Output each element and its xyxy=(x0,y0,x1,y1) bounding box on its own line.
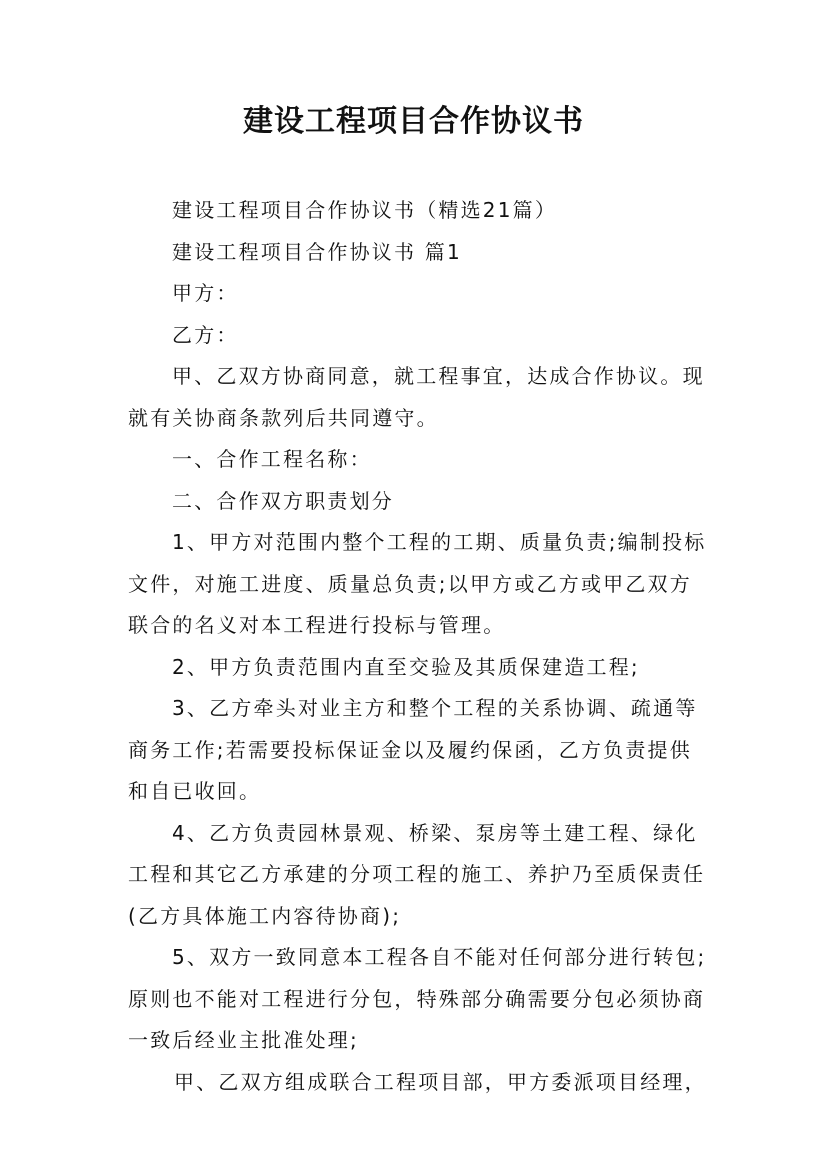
paragraph-section-heading: 建设工程项目合作协议书 篇1 xyxy=(172,239,462,264)
document-title: 建设工程项目合作协议书 xyxy=(243,104,584,139)
paragraph-item-5: 5、双方一致同意本工程各自不能对任何部分进行转包;原则也不能对工程进行分包，特殊部分确需要分包必须协商一致后经业主批准处理; xyxy=(128,945,707,1052)
paragraph-clause-1-heading: 一、合作工程名称： xyxy=(172,447,372,471)
paragraph-item-1: 1、甲方对范围内整个工程的工期、质量负责;编制投标文件，对施工进度、质量总负责;以甲方或乙方或甲乙双方联合的名义对本工程进行投标与管理。 xyxy=(128,530,707,637)
paragraph-subtitle: 建设工程项目合作协议书（精选21篇） xyxy=(172,198,558,222)
document-body xyxy=(128,190,714,1103)
paragraph-clause-2-heading: 二、合作双方职责划分 xyxy=(172,488,394,513)
paragraph-item-4: 4、乙方负责园林景观、桥梁、泵房等土建工程、绿化工程和其它乙方承建的分项工程的施工、养护乃至质保责任(乙方具体施工内容待协商); xyxy=(128,820,706,928)
paragraph-item-3: 3、乙方牵头对业主方和整个工程的关系协调、疏通等商务工作;若需要投标保证金以及履约保函，乙方负责提供和自已收回。 xyxy=(128,696,698,803)
paragraph-preamble: 甲、乙双方协商同意，就工程事宜，达成合作协议。现就有关协商条款列后共同遵守。 xyxy=(128,364,705,430)
paragraph-party-a: 甲方： xyxy=(172,281,239,305)
paragraph-party-b: 乙方： xyxy=(172,322,239,347)
paragraph-item-2: 2、甲方负责范围内直至交验及其质保建造工程; xyxy=(172,654,640,679)
paragraph-project-department: 甲、乙双方组成联合工程项目部，甲方委派项目经理， xyxy=(174,1069,707,1094)
